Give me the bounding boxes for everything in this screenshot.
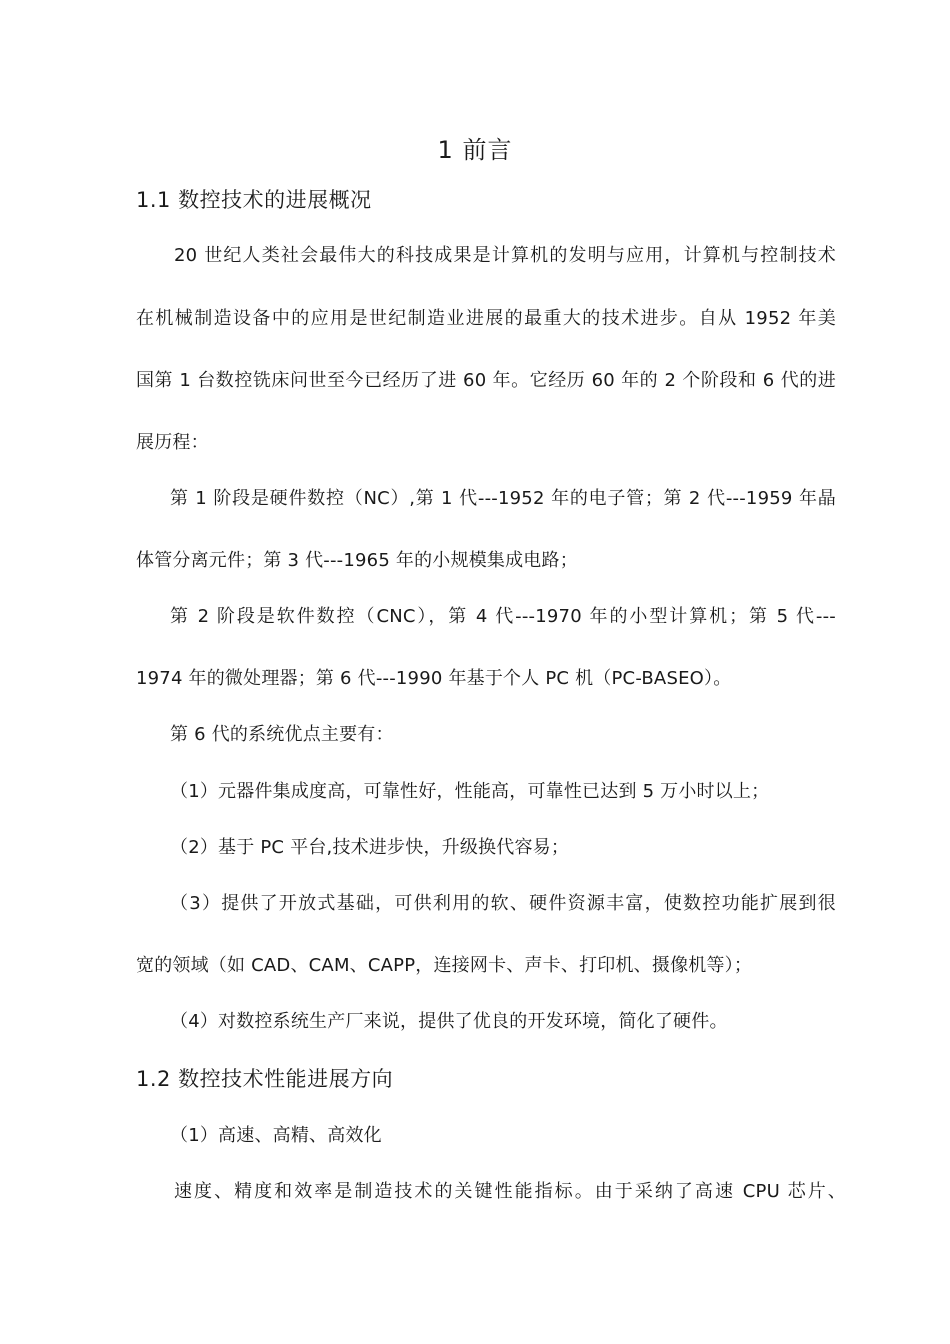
paragraph-line: 在机械制造设备中的应用是世纪制造业进展的最重大的技术进步。自从 1952 年美 (136, 308, 836, 329)
paragraph-line: 第 1 阶段是硬件数控（NC）,第 1 代---1952 年的电子管；第 2 代---1959 年晶 (170, 488, 836, 509)
paragraph-line: 1974 年的微处理器；第 6 代---1990 年基于个人 PC 机（PC-BASEO）。 (136, 668, 732, 689)
paragraph-line: 展历程： (136, 432, 209, 453)
paragraph-line: 20 世纪人类社会最伟大的科技成果是计算机的发明与应用，计算机与控制技术 (174, 245, 836, 266)
paragraph-line: 体管分离元件；第 3 代---1965 年的小规模集成电路； (136, 550, 578, 571)
paragraph-line: 国第 1 台数控铣床问世至今已经历了进 60 年。它经历 60 年的 2 个阶段和 6 代的进 (136, 370, 836, 391)
list-item: （1）元器件集成度高，可靠性好，性能高，可靠性已达到 5 万小时以上； (170, 781, 770, 802)
chapter-title: 1 前言 (437, 136, 513, 164)
paragraph-line: 速度、精度和效率是制造技术的关键性能指标。由于采纳了高速 CPU 芯片、 (174, 1181, 846, 1202)
section-heading-1-2: 1.2 数控技术性能进展方向 (136, 1067, 394, 1091)
list-item: 宽的领域（如 CAD、CAM、CAPP，连接网卡、声卡、打印机、摄像机等）； (136, 955, 753, 976)
list-item: （2）基于 PC 平台,技术进步快，升级换代容易； (170, 837, 570, 858)
paragraph-line: 第 6 代的系统优点主要有： (170, 724, 394, 745)
section-heading-1-1: 1.1 数控技术的进展概况 (136, 188, 372, 212)
paragraph-line: 第 2 阶段是软件数控（CNC），第 4 代---1970 年的小型计算机；第 5 代--- (170, 606, 836, 627)
list-item: （3）提供了开放式基础，可供利用的软、硬件资源丰富，使数控功能扩展到很 (170, 893, 836, 914)
sub-heading: （1）高速、高精、高效化 (170, 1125, 382, 1146)
list-item: （4）对数控系统生产厂来说，提供了优良的开发环境，简化了硬件。 (170, 1011, 728, 1032)
